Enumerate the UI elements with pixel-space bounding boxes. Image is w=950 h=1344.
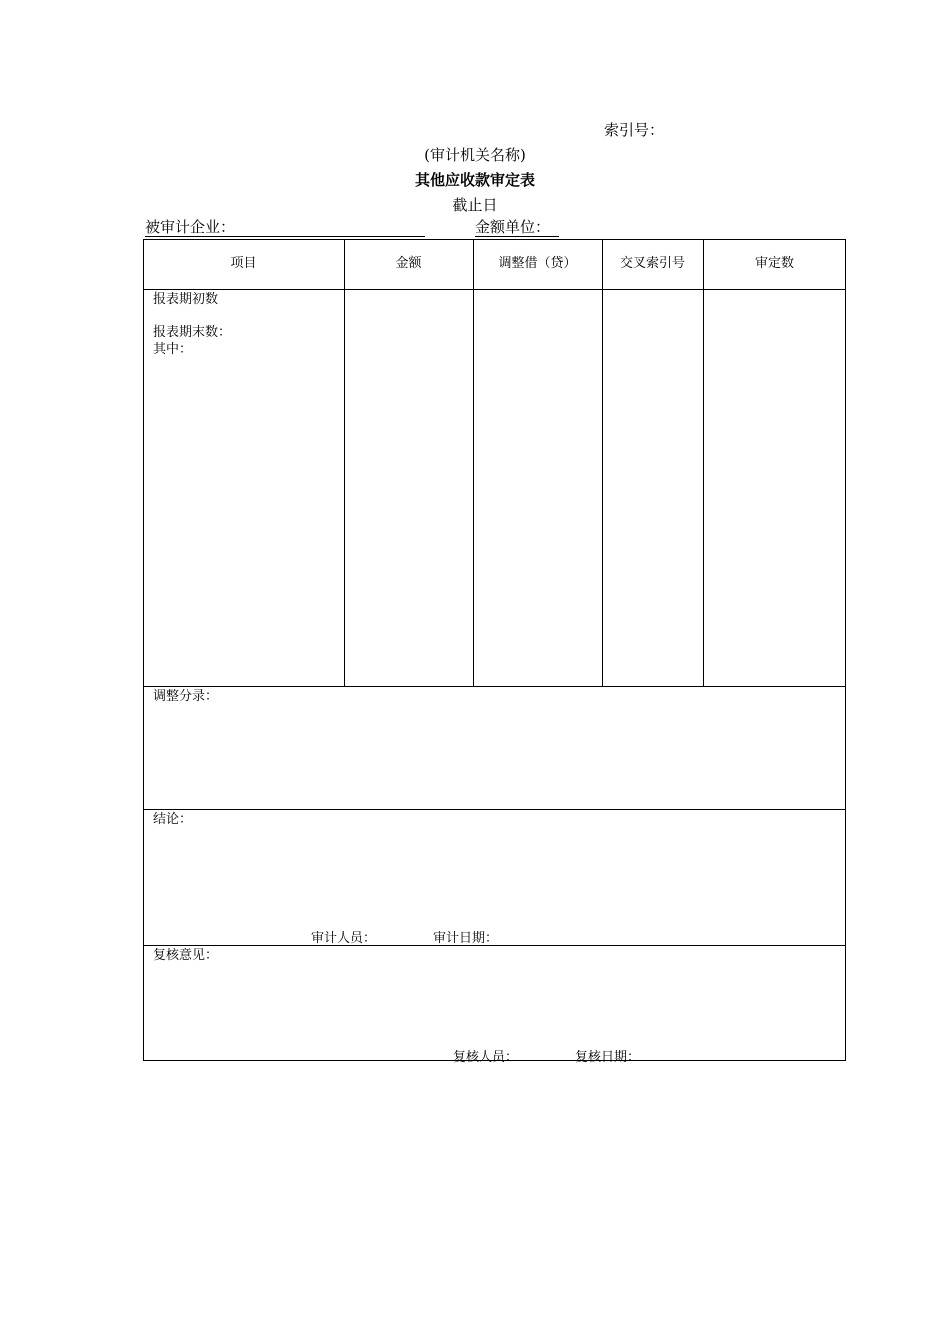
column-header-adjustment: 调整借（贷） bbox=[498, 256, 577, 271]
items-bottom-divider bbox=[143, 686, 846, 687]
column-header-amount: 金额 bbox=[395, 256, 422, 271]
page-title: 其他应收款审定表 bbox=[414, 171, 535, 189]
column-divider bbox=[344, 239, 345, 686]
meta-row bbox=[143, 219, 563, 237]
column-divider bbox=[703, 239, 704, 686]
header-divider bbox=[143, 289, 846, 290]
audit-date-label: 审计日期： bbox=[433, 931, 499, 946]
cutoff-date-label: 截止日 bbox=[452, 196, 498, 214]
column-header-audited-amount: 审定数 bbox=[754, 256, 794, 271]
adjustments-bottom-divider bbox=[143, 809, 846, 810]
audited-entity-label: 被审计企业： bbox=[145, 219, 425, 237]
column-header-cross-reference: 交叉索引号 bbox=[619, 256, 685, 271]
auditor-label: 审计人员： bbox=[311, 931, 377, 946]
row-closing-balance: 报表期末数： bbox=[153, 325, 232, 340]
column-divider bbox=[602, 239, 603, 686]
index-number-label: 索引号： bbox=[604, 121, 665, 139]
row-opening-balance: 报表期初数 bbox=[153, 292, 219, 307]
column-header-item: 项目 bbox=[230, 256, 257, 271]
review-opinion-label: 复核意见： bbox=[153, 948, 219, 963]
review-date-label: 复核日期： bbox=[575, 1050, 641, 1065]
row-of-which: 其中： bbox=[153, 342, 193, 357]
adjusting-entries-label: 调整分录： bbox=[153, 689, 219, 704]
conclusion-label: 结论： bbox=[153, 812, 193, 827]
amount-unit-label: 金额单位： bbox=[475, 219, 559, 237]
column-divider bbox=[473, 239, 474, 686]
reviewer-label: 复核人员： bbox=[453, 1050, 519, 1065]
audit-agency-name: (审计机关名称) bbox=[424, 146, 526, 164]
